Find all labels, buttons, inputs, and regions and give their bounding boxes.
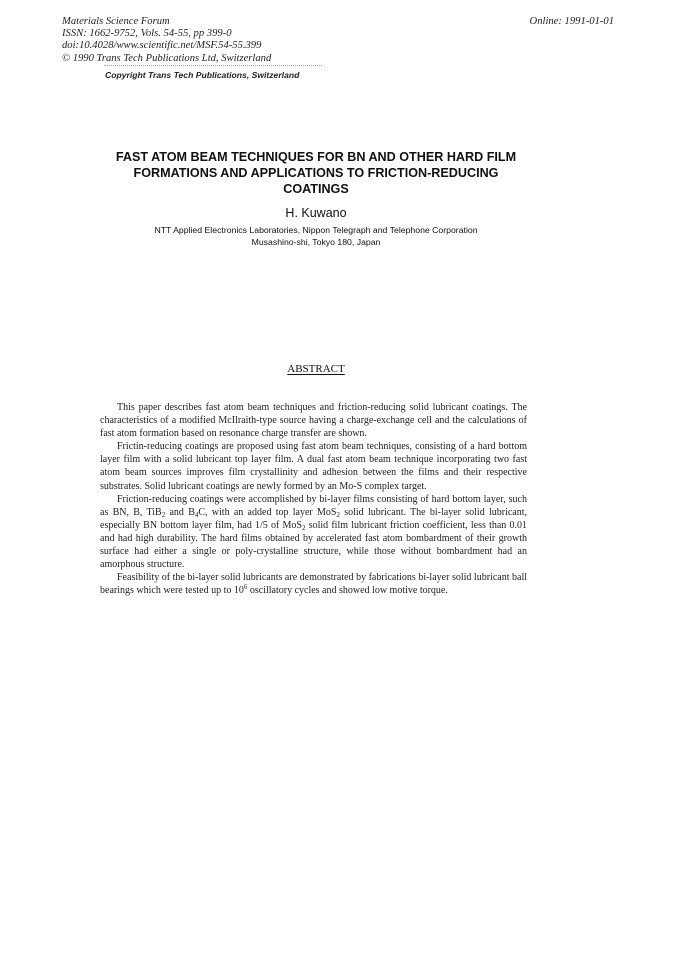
- subscript: 2: [161, 510, 166, 519]
- superscript: 6: [243, 583, 248, 592]
- abstract-heading: [70, 363, 562, 375]
- doi-line[interactable]: doi:10.4028/www.scientific.net/MSF.54-55.399: [62, 40, 262, 52]
- paper-title: [70, 149, 562, 197]
- title-line: FAST ATOM BEAM TECHNIQUES FOR BN AND OTHER HARD FILM: [115, 150, 517, 164]
- online-date: Online: 1991-01-01: [529, 16, 614, 27]
- affiliation-line: Musashino-shi, Tokyo 180, Japan: [251, 236, 381, 247]
- text-run: solid lubricant. The bi-layer solid lubricant, especially BN bottom layer film, had 1/5 of MoS: [100, 506, 528, 531]
- abstract-paragraph: [100, 571, 527, 597]
- text-run: Friction-reducing coatings were accomplished by bi-layer films consisting of hard bottom layer, such as BN, B, TiB: [100, 493, 527, 518]
- text-run: and B: [165, 506, 195, 518]
- journal-name: Materials Science Forum: [62, 16, 170, 27]
- title-line: COATINGS: [283, 182, 349, 196]
- abstract-paragraph: Frictin-reducing coatings are proposed using fast atom beam techniques, consisting of a hard bottom layer film with a solid lubricant top layer film. A dual fast atom beam technique incorporating two fast atom beam sources improves film crystallinity and adhesion between the films and their respective substrates. Solid lubricant coatings are newly formed by an Mo-S complex target.: [100, 441, 527, 492]
- subscript: 2: [302, 523, 306, 532]
- header-citation: [62, 16, 271, 65]
- title-line: FORMATIONS AND APPLICATIONS TO FRICTION-REDUCING: [133, 166, 499, 180]
- subscript: 4: [194, 510, 199, 519]
- affiliation-line: NTT Applied Electronics Laboratories, Nippon Telegraph and Telephone Corporation: [154, 225, 478, 235]
- text-run: oscillatory cycles and showed low motive torque.: [247, 585, 448, 597]
- text-run: Feasibility of the bi-layer solid lubricants are demonstrated by fabrications bi-layer solid lubricant ball bearings which were tested up to 10: [100, 572, 527, 597]
- issn-line: ISSN: 1662-9752, Vols. 54-55, pp 399-0: [62, 28, 232, 40]
- abstract-heading-text: ABSTRACT: [287, 363, 345, 375]
- abstract-paragraph: [100, 493, 527, 572]
- publisher-line: © 1990 Trans Tech Publications Ltd, Switzerland: [62, 52, 272, 64]
- text-run: solid film lubricant friction coefficient, less than 0.01 and had high durability. The hard films obtained by accelerated fast atom bombardment of their growth surface had either a single or poly-crystalline structure, while those without bombardment had an amorphous structure.: [100, 519, 528, 571]
- faint-header-rule: [104, 65, 322, 69]
- author-affiliation: [70, 225, 562, 248]
- abstract-paragraph: This paper describes fast atom beam techniques and friction-reducing solid lubricant coatings. The characteristics of a modified McIlraith-type source having a charge-exchange cell and the calculations of fast atom formation based on resonance charge transfer are shown.: [100, 402, 527, 440]
- subscript: 2: [336, 510, 340, 519]
- copyright-line: Copyright Trans Tech Publications, Switzerland: [105, 70, 300, 80]
- author-name: H. Kuwano: [285, 206, 347, 220]
- abstract-body: [100, 401, 527, 597]
- text-run: C, with an added top layer MoS: [198, 506, 337, 518]
